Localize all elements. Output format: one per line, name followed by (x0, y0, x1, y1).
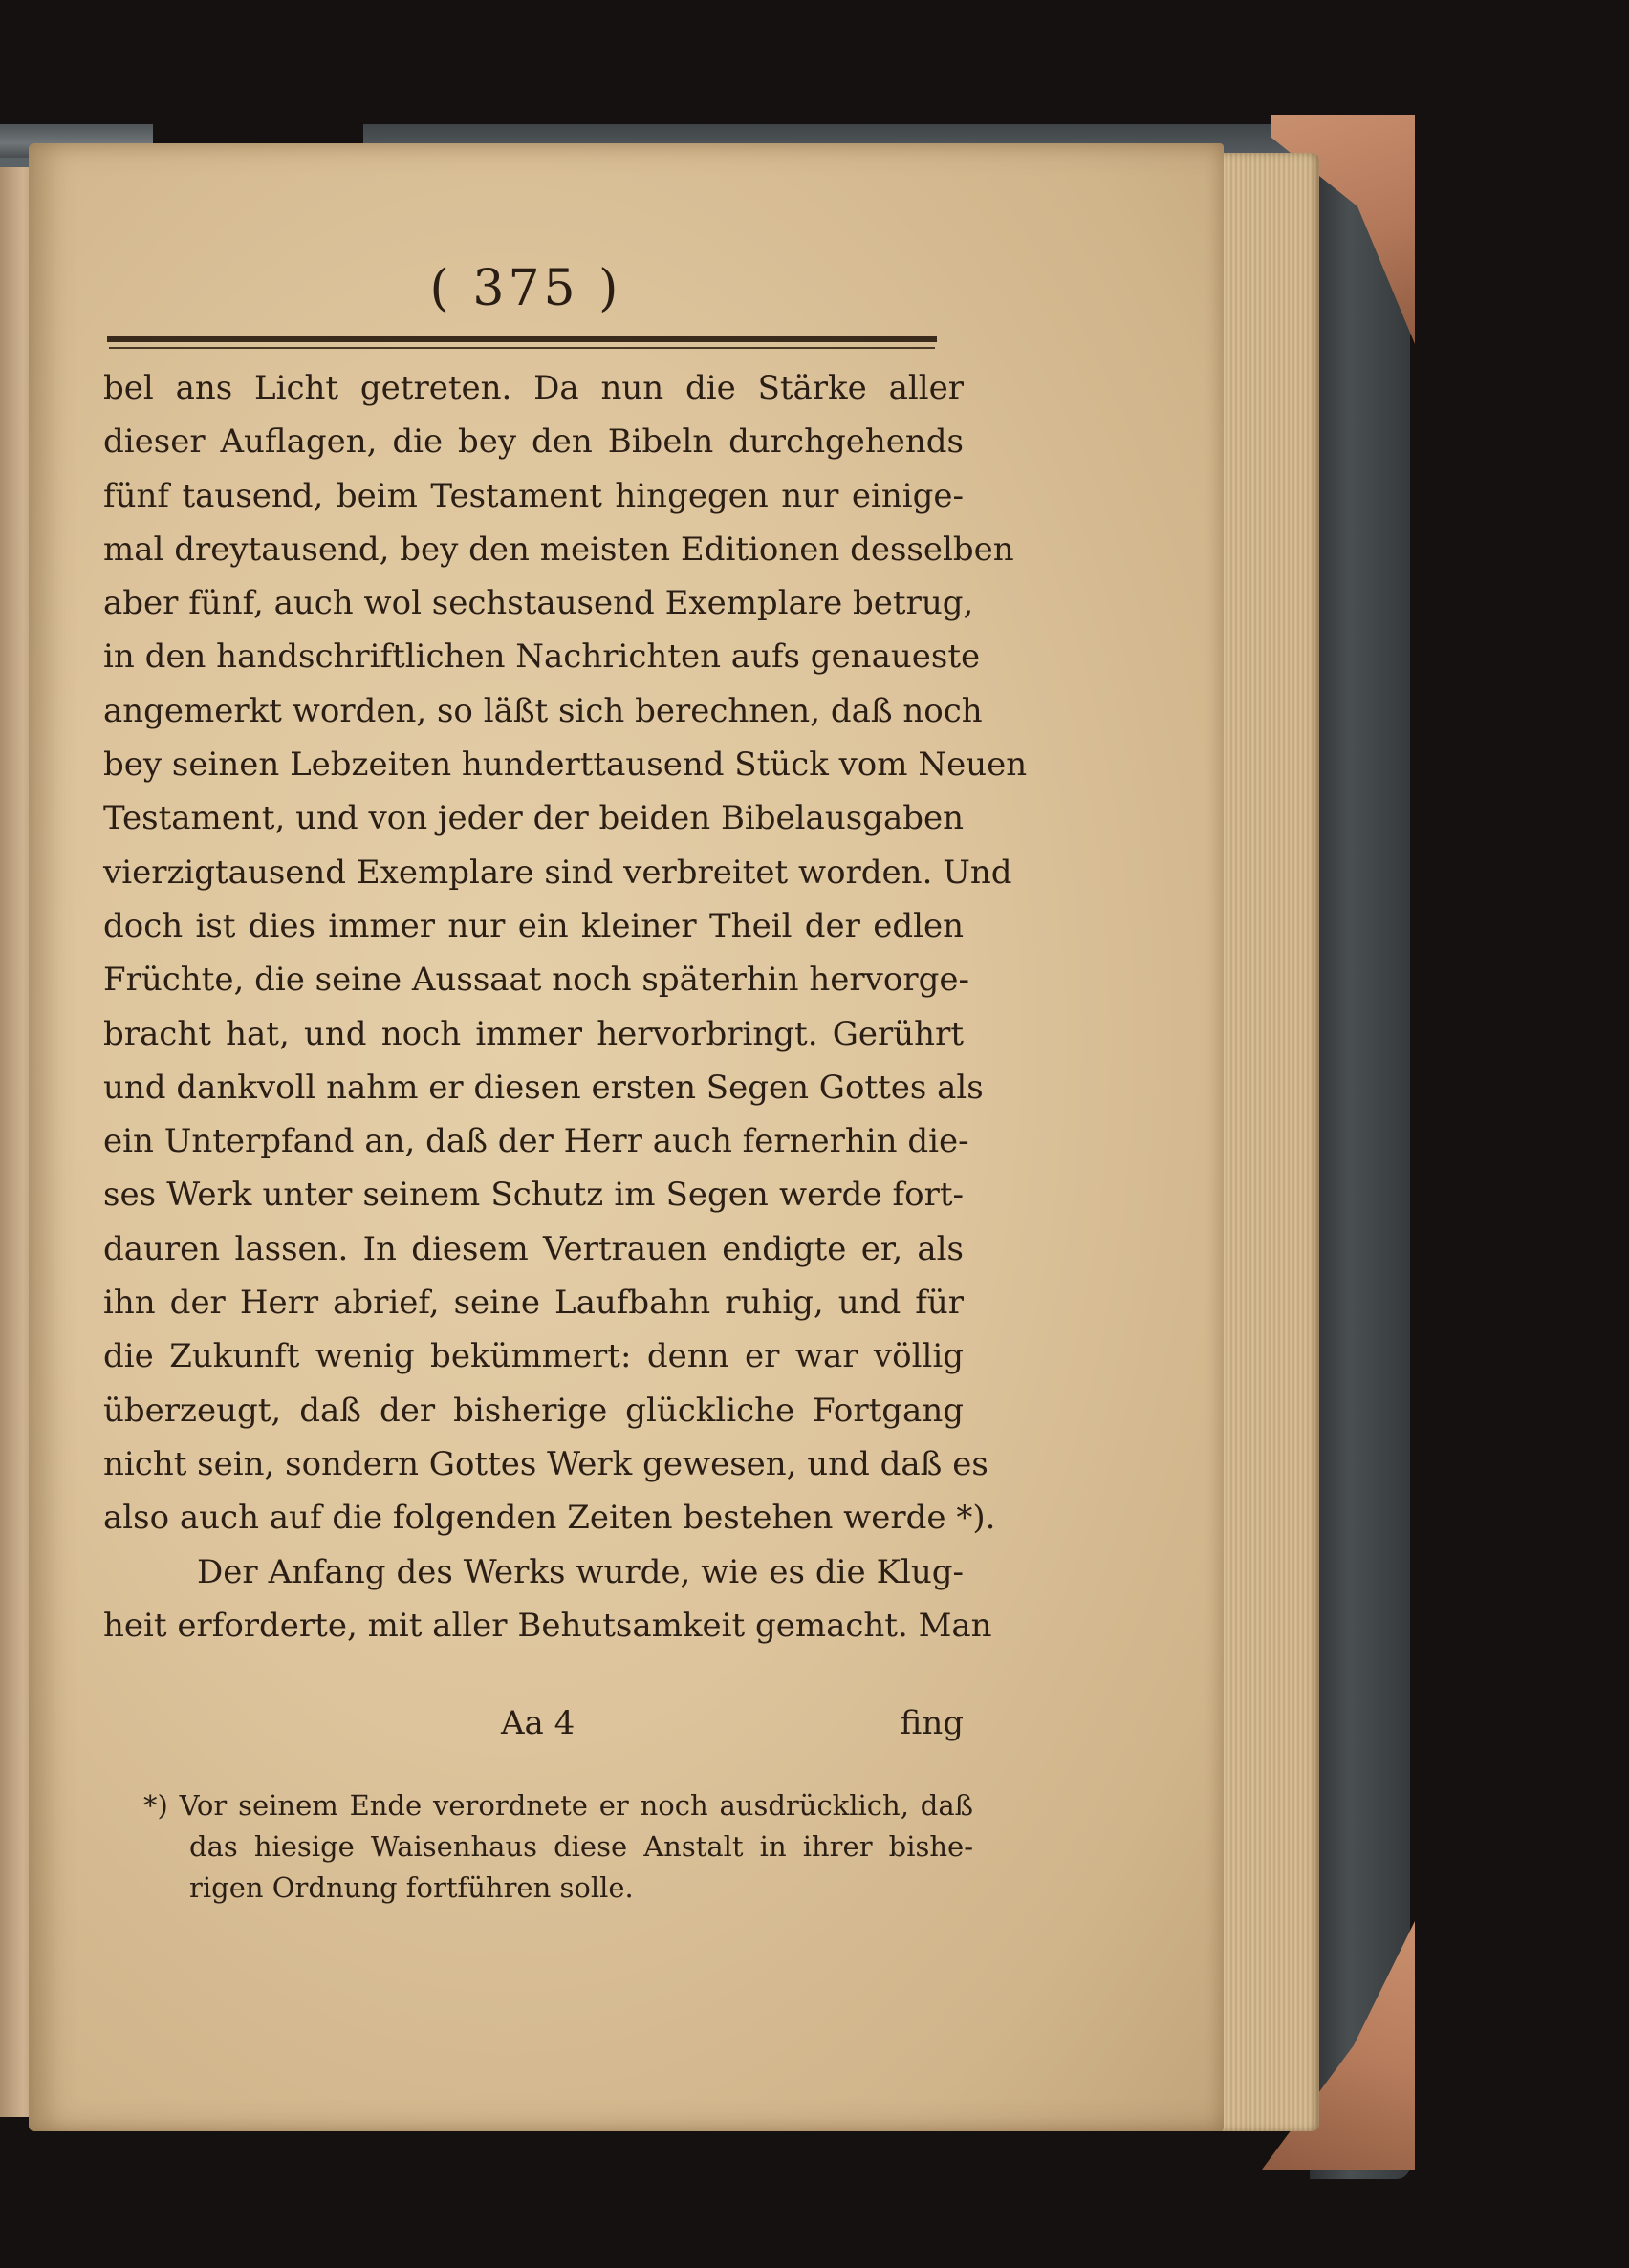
text-line: Früchte, die seine Aussaat noch späterhin hervorge- (103, 961, 969, 1000)
text-line: ihn der Herr abrief, seine Laufbahn ruhig, und für (103, 1284, 964, 1323)
footnote-line: rigen Ordnung fortführen solle. (189, 1871, 634, 1904)
text-line: nicht sein, sondern Gottes Werk gewesen, und daß es (103, 1444, 988, 1483)
book-cover-back (1310, 124, 1410, 2179)
text-line: heit erforderte, mit aller Behutsamkeit gemacht. Man (103, 1606, 992, 1645)
text-line: die Zukunft wenig bekümmert: denn er war völlig (103, 1337, 964, 1376)
text-line: mal dreytausend, bey den meisten Editionen desselben (103, 529, 1014, 569)
text-line: bracht hat, und noch immer hervorbringt. Gerührt (103, 1014, 964, 1053)
text-line: und dankvoll nahm er diesen ersten Segen Gottes als (103, 1068, 984, 1107)
page-number: ( 375 ) (429, 260, 622, 317)
header-rule (107, 336, 937, 342)
text-line: in den handschriftlichen Nachrichten aufs genaueste (103, 637, 981, 677)
text-line: also auch auf die folgenden Zeiten bestehen werde *). (103, 1499, 996, 1538)
catchword: fing (900, 1704, 964, 1742)
paragraph-start-line: Der Anfang des Werks wurde, wie es die Klug- (197, 1552, 964, 1591)
text-line: Testament, und von jeder der beiden Bibelausgaben (103, 799, 964, 838)
text-line: dauren lassen. In diesem Vertrauen endigte er, als (103, 1229, 964, 1268)
text-line: ses Werk unter seinem Schutz im Segen werde fort- (103, 1176, 964, 1215)
text-line: bey seinen Lebzeiten hunderttausend Stück vom Neuen (103, 745, 1028, 785)
text-line: bel ans Licht getreten. Da nun die Stärke aller (103, 369, 964, 407)
text-line: fünf tausend, beim Testament hingegen nur einige- (103, 476, 964, 515)
text-line: dieser Auflagen, die bey den Bibeln durchgehends (103, 422, 964, 462)
signature-mark: Aa 4 (501, 1704, 576, 1742)
footnote-line: das hiesige Waisenhaus diese Anstalt in ihrer bishe- (189, 1830, 973, 1863)
text-line: vierzigtausend Exemplare sind verbreitet worden. Und (103, 853, 1012, 892)
page-footer (103, 1704, 964, 1758)
footnote (143, 1785, 973, 1909)
text-line: überzeugt, daß der bisherige glückliche Fortgang (103, 1391, 964, 1430)
footnote-line: *) Vor seinem Ende verordnete er noch ausdrücklich, daß (143, 1789, 973, 1822)
body-text (103, 361, 1028, 1652)
text-line: aber fünf, auch wol sechstausend Exemplare betrug, (103, 584, 974, 623)
text-line: ein Unterpfand an, daß der Herr auch fernerhin die- (103, 1122, 969, 1161)
text-line: angemerkt worden, so läßt sich berechnen, daß noch (103, 691, 983, 730)
text-line: doch ist dies immer nur ein kleiner Theil der edlen (103, 906, 964, 945)
